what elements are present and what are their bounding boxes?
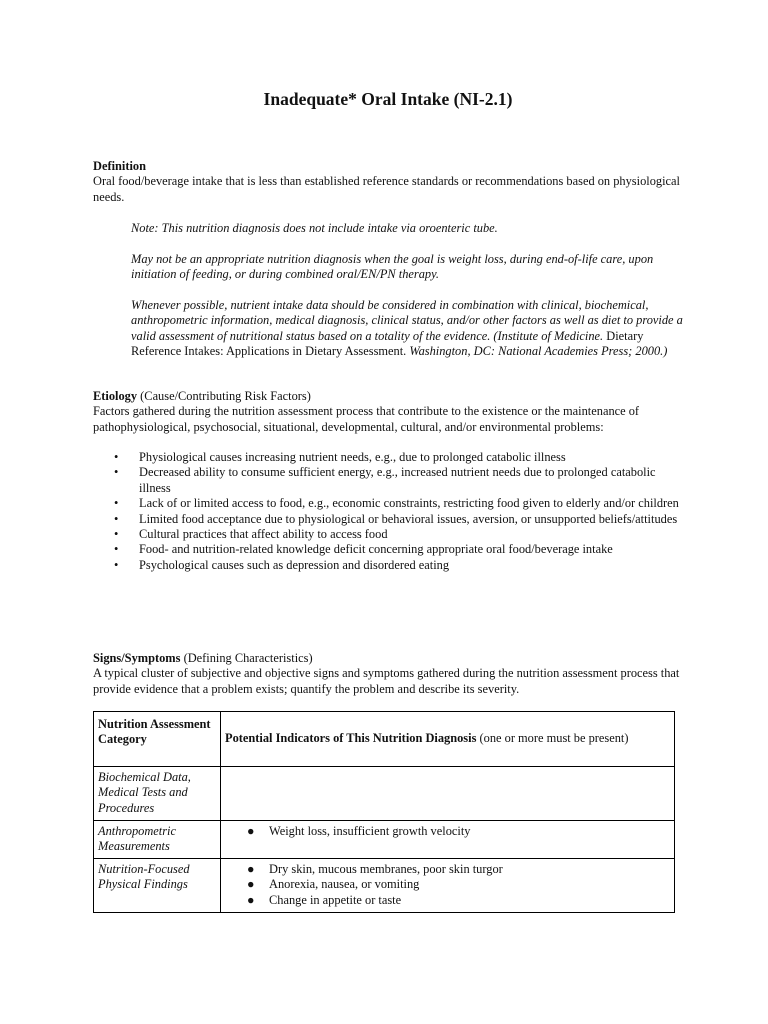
definition-note-3 xyxy=(131,298,683,360)
definition-heading: Definition xyxy=(93,159,147,173)
table-row-indicators xyxy=(221,859,675,913)
definition-section xyxy=(93,159,683,205)
signs-heading-line xyxy=(93,651,683,666)
etiology-list xyxy=(93,450,683,573)
signs-section xyxy=(93,651,683,697)
table-row-category: Biochemical Data, Medical Tests and Procedures xyxy=(94,767,221,821)
table-row-category: Anthropometric Measurements xyxy=(94,821,221,859)
bullet-icon: • xyxy=(114,542,119,557)
table-row xyxy=(94,821,675,859)
table-row-category: Nutrition-Focused Physical Findings xyxy=(94,859,221,913)
bullet-icon: • xyxy=(114,527,119,542)
note-3-reference-title: Dietary Reference Intakes: Applications in Dietary Assessment. xyxy=(131,328,644,359)
bullet-icon: • xyxy=(114,450,119,464)
table-row xyxy=(94,767,675,821)
table-row xyxy=(94,859,675,913)
table-row-indicators xyxy=(221,821,675,859)
list-item: • Lack of or limited access to food, e.g., economic constraints, restricting food given to elderly and/or children xyxy=(114,496,679,511)
note-3-reference-end: Washington, DC: National Academies Press; 2000.) xyxy=(409,344,668,359)
bullet-icon: ● xyxy=(247,862,255,876)
list-item: ● Weight loss, insufficient growth velocity xyxy=(247,824,471,838)
bullet-icon: • xyxy=(114,465,119,480)
etiology-text: Factors gathered during the nutrition assessment process that contribute to the existence or the maintenance of pathophysiological, psychosocial, situational, developmental, cultural, and/or environmental problems: xyxy=(93,404,640,434)
indicators-table xyxy=(93,711,675,913)
bullet-icon: • xyxy=(114,511,119,526)
etiology-subheading: (Cause/Contributing Risk Factors) xyxy=(140,389,311,403)
list-item: • Food- and nutrition-related knowledge deficit concerning appropriate oral food/beverage intake xyxy=(114,542,613,557)
list-item: • Psychological causes such as depression and disordered eating xyxy=(114,557,450,572)
signs-text: A typical cluster of subjective and objective signs and symptoms gathered during the nutrition assessment process that provide evidence that a problem exists; quantify the problem and describe its severity. xyxy=(93,666,680,696)
etiology-section xyxy=(93,389,683,435)
bullet-icon: • xyxy=(114,496,119,511)
list-item: • Decreased ability to consume sufficient energy, e.g., increased nutrient needs due to prolonged catabolic illness xyxy=(114,465,656,495)
etiology-heading: Etiology xyxy=(93,389,138,403)
etiology-heading-line xyxy=(93,389,683,404)
list-item: ● Dry skin, mucous membranes, poor skin turgor xyxy=(247,862,503,876)
list-item: ● Anorexia, nausea, or vomiting xyxy=(247,877,420,892)
definition-note-2: May not be an appropriate nutrition diagnosis when the goal is weight loss, during end-of-life care, upon initiation of feeding, or during combined oral/EN/PN therapy. xyxy=(131,252,654,282)
table-row-indicators xyxy=(221,767,675,821)
signs-heading: Signs/Symptoms xyxy=(93,651,181,665)
bullet-icon: ● xyxy=(247,824,255,838)
note-3-italic: Whenever possible, nutrient intake data should be considered in combination with clinical, biochemical, anthropometric information, medical diagnosis, clinical status, and/or other factors as well as diet to provide a valid assessment of nutritional status based on a totality of the evidence. (Institute of Medicine. xyxy=(131,298,683,343)
list-item: ● Change in appetite or taste xyxy=(247,892,402,907)
table-header-indicators: Potential Indicators of This Nutrition Diagnosis (one or more must be present) xyxy=(221,712,675,767)
list-item: • Limited food acceptance due to physiological or behavioral issues, aversion, or unsupported beliefs/attitudes xyxy=(114,511,678,526)
table-header-row xyxy=(94,712,675,767)
list-item: • Physiological causes increasing nutrient needs, e.g., due to prolonged catabolic illness xyxy=(114,450,566,464)
bullet-icon: • xyxy=(114,557,119,572)
list-item: • Cultural practices that affect ability to access food xyxy=(114,527,388,542)
signs-subheading: (Defining Characteristics) xyxy=(183,651,313,665)
bullet-icon: ● xyxy=(247,877,255,892)
bullet-icon: ● xyxy=(247,892,255,907)
definition-note-1: Note: This nutrition diagnosis does not include intake via oroenteric tube. xyxy=(131,221,498,235)
table-header-category: Nutrition Assessment Category xyxy=(94,712,221,767)
page-title: Inadequate* Oral Intake (NI-2.1) xyxy=(263,89,513,109)
definition-text: Oral food/beverage intake that is less than established reference standards or recommendations based on physiological needs. xyxy=(93,174,680,204)
